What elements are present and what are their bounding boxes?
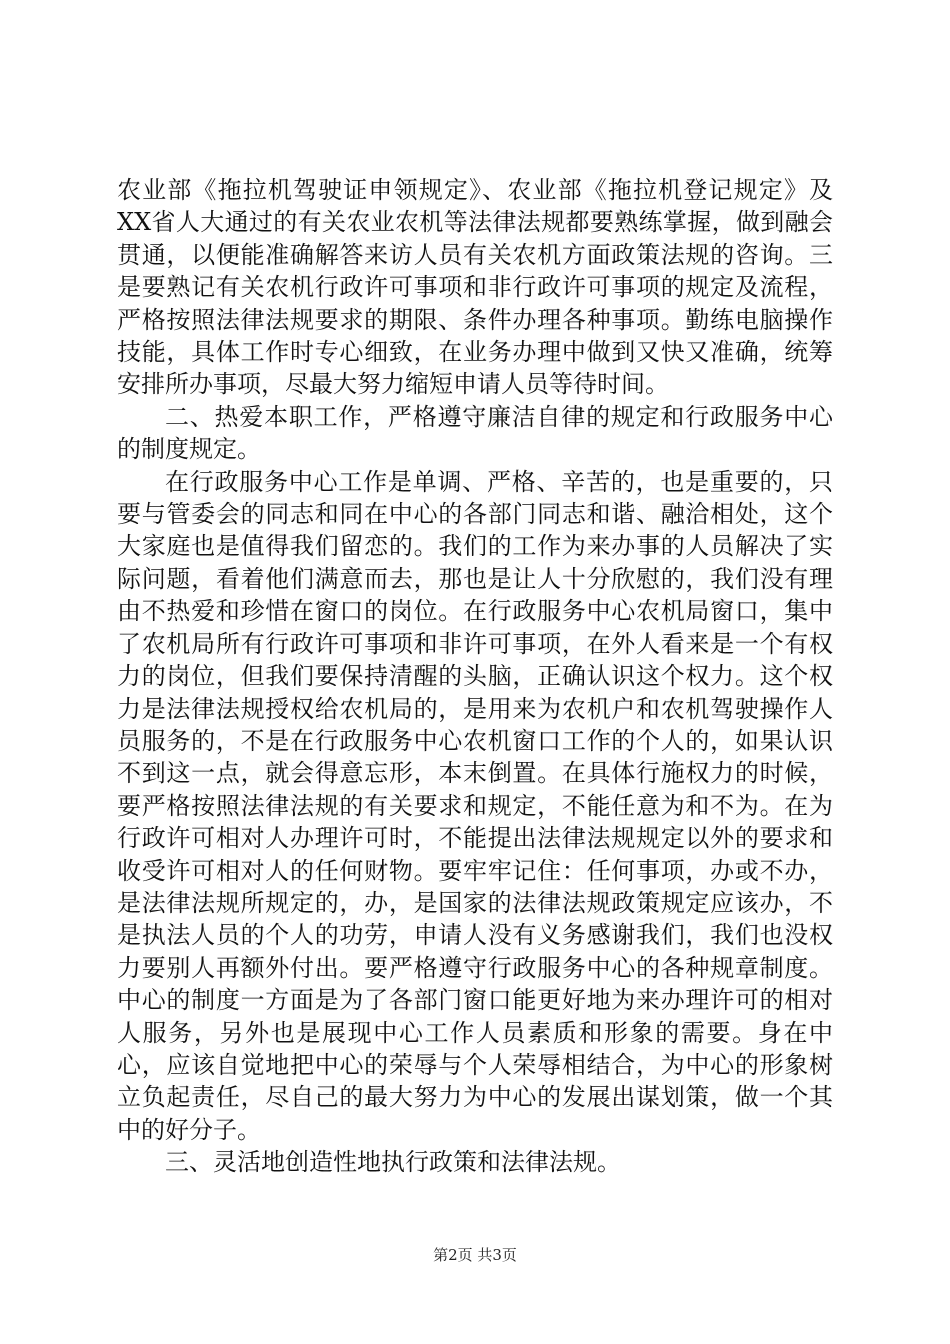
document-body [117, 174, 833, 1179]
paragraph: 在行政服务中心工作是单调、严格、辛苦的，也是重要的，只要与管委会的同志和同在中心的各部门同志和谐、融洽相处，这个大家庭也是值得我们留恋的。我们的工作为来办事的人员解决了实际问题，看着他们满意而去，那也是让人十分欣慰的，我们没有理由不热爱和珍惜在窗口的岗位。在行政服务中心农机局窗口，集中了农机局所有行政许可事项和非许可事项，在外人看来是一个有权力的岗位，但我们要保持清醒的头脑，正确认识这个权力。这个权力是法律法规授权给农机局的，是用来为农机户和农机驾驶操作人员服务的，不是在行政服务中心农机窗口工作的个人的，如果认识不到这一点，就会得意忘形，本末倒置。在具体行施权力的时候，要严格按照法律法规的有关要求和规定，不能任意为和不为。在为行政许可相对人办理许可时，不能提出法律法规规定以外的要求和收受许可相对人的任何财物。要牢牢记住：任何事项，办或不办，是法律法规所规定的，办，是国家的法律法规政策规定应该办，不是执法人员的个人的功劳，申请人没有义务感谢我们，我们也没权力要别人再额外付出。要严格遵守行政服务中心的各种规章制度。中心的制度一方面是为了各部门窗口能更好地为来办理许可的相对人服务，另外也是展现中心工作人员素质和形象的需要。身在中心，应该自觉地把中心的荣辱与个人荣辱相结合，为中心的形象树立负起责任，尽自己的最大努力为中心的发展出谋划策，做一个其中的好分子。 [117, 467, 833, 1144]
section-heading-3: 三、灵活地创造性地执行政策和法律法规。 [165, 1148, 621, 1177]
section-heading-2: 二、热爱本职工作，严格遵守廉洁自律的规定和行政服务中心的制度规定。 [117, 402, 833, 464]
paragraph-continued: 农业部《拖拉机驾驶证申领规定》、农业部《拖拉机登记规定》及XX省人大通过的有关农业农机等法律法规都要熟练掌握，做到融会贯通，以便能准确解答来访人员有关农机方面政策法规的咨询。三是要熟记有关农机行政许可事项和非行政许可事项的规定及流程，严格按照法律法规要求的期限、条件办理各种事项。勤练电脑操作技能，具体工作时专心细致，在业务办理中做到又快又准确，统筹安排所办事项，尽最大努力缩短申请人员等待时间。 [117, 176, 833, 399]
page-number-footer: 第2页 共3页 [433, 1246, 517, 1264]
